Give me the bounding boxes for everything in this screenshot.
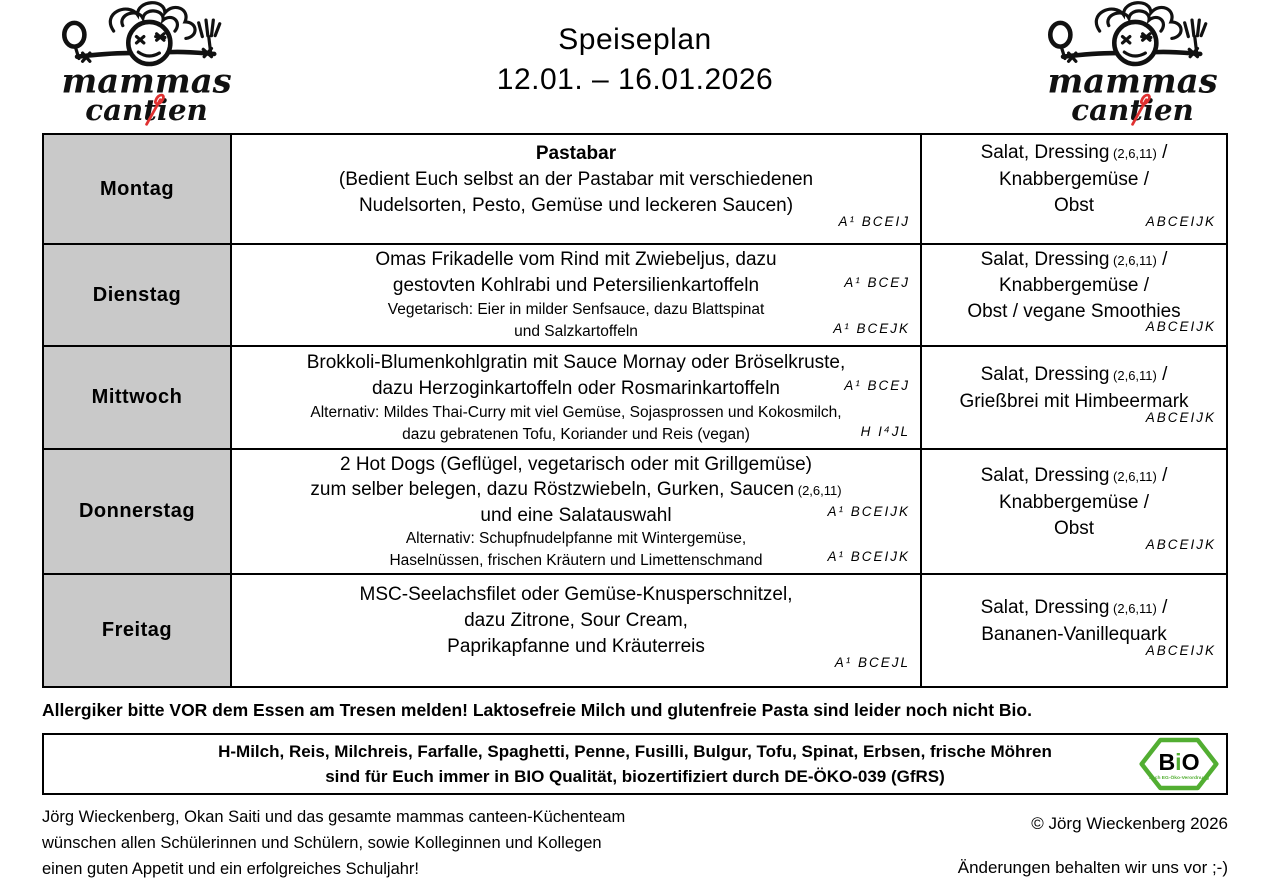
menu-line-text: Vegetarisch: Eier in milder Senfsauce, dazu Blattspinat <box>387 301 765 318</box>
additives-note: (2,6,11) <box>1109 146 1157 161</box>
menu-line-text: Obst <box>1053 195 1095 216</box>
allergen-codes: A¹ BCEIJK <box>827 549 910 564</box>
logo-right <box>1028 0 1228 130</box>
changes-disclaimer: Änderungen behalten wir uns vor ;-) <box>957 858 1228 877</box>
menu-line <box>232 167 920 193</box>
main-dish-cell-montag <box>232 135 922 243</box>
menu-line-text: Knabbergemüse / <box>999 491 1149 513</box>
footer-greeting-line: wünschen allen Schülerinnen und Schülern, sowie Kolleginnen und Kollegen <box>42 834 602 852</box>
logo-face <box>1114 22 1156 64</box>
menu-line-text: Alternativ: Mildes Thai-Curry mit viel Gemüse, Sojasprossen und Kokosmilch, <box>310 403 842 421</box>
menu-line <box>232 376 920 402</box>
allergen-codes: A¹ BCEJL <box>834 655 910 670</box>
logo-smile <box>1124 52 1145 56</box>
menu-line <box>232 141 920 167</box>
menu-row-montag <box>44 135 1226 245</box>
menu-line-text: Omas Frikadelle vom Rind mit Zwiebeljus, dazu <box>375 249 777 270</box>
menu-line <box>922 140 1226 167</box>
menu-line <box>232 655 920 679</box>
footer <box>42 804 1228 880</box>
additives-note: (2,6,11) <box>1109 253 1157 268</box>
menu-line <box>922 167 1226 193</box>
additives-note: (2,6,11) <box>1109 367 1157 383</box>
additives-note: (2,6,11) <box>1109 600 1157 616</box>
menu-line-text: Paprikapfanne und Kräuterreis <box>447 636 705 657</box>
allergen-codes: ABCEIJK <box>1145 214 1216 229</box>
menu-line <box>232 582 920 608</box>
spoon-icon <box>64 23 84 47</box>
menu-line-text: Knabbergemüse / <box>999 169 1149 190</box>
menu-line-text: (Bedient Euch selbst an der Pastabar mit verschiedenen <box>338 168 814 190</box>
menu-line-text: und Salzkartoffeln <box>514 323 638 340</box>
menu-line-text: dazu gebratenen Tofu, Koriander und Reis (vegan) <box>402 425 750 443</box>
additives-note: (2,6,11) <box>1109 468 1157 484</box>
logo-smile <box>138 52 159 56</box>
menu-line <box>232 477 920 503</box>
main-dish-cell-donnerstag <box>232 450 922 573</box>
allergen-codes: A¹ BCEJ <box>844 377 910 393</box>
side-dish-cell-dienstag <box>922 245 1226 345</box>
menu-line <box>232 247 920 273</box>
menu-line <box>232 299 920 321</box>
day-cell-freitag: Freitag <box>44 575 232 686</box>
logo-word-1: mammas <box>61 60 232 101</box>
menu-line-text: Knabbergemüse / <box>999 275 1149 297</box>
menu-line <box>922 319 1226 343</box>
day-cell-mittwoch: Mittwoch <box>44 347 232 448</box>
logo-eye-right <box>1142 34 1151 40</box>
logo-word-2: cantien <box>1071 92 1194 127</box>
logo-left <box>42 0 242 130</box>
bio-line-2: sind für Euch immer in BIO Qualität, biozertifiziert durch DE-ÖKO-039 (GfRS) <box>325 767 945 786</box>
header <box>42 0 1228 133</box>
day-cell-montag: Montag <box>44 135 232 243</box>
menu-line <box>232 193 920 219</box>
menu-line <box>232 452 920 477</box>
menu-line-text: Haselnüssen, frischen Kräutern und Limettenschmand <box>389 551 763 569</box>
menu-line <box>232 424 920 446</box>
additives-note: (2,6,11) <box>794 483 842 499</box>
menu-line-text: Obst <box>1053 517 1095 539</box>
allergy-note: Allergiker bitte VOR dem Essen am Tresen melden! Laktosefreie Milch und glutenfreie Pasta sind leider noch nicht Bio. <box>42 700 1032 720</box>
menu-line <box>232 550 920 571</box>
menu-line <box>922 595 1226 622</box>
menu-line-text: Salat, Dressing (2,6,11) / <box>980 464 1168 486</box>
bio-seal-i: i <box>1175 749 1182 776</box>
menu-line-text: Salat, Dressing (2,6,11) / <box>980 596 1168 618</box>
title-block <box>242 0 1028 100</box>
menu-line-text: Salat, Dressing (2,6,11) / <box>980 363 1168 385</box>
day-cell-dienstag: Dienstag <box>44 245 232 345</box>
logo-eye-right <box>156 34 165 40</box>
menu-line-text: MSC-Seelachsfilet oder Gemüse-Knusperschnitzel, <box>359 584 793 605</box>
footer-greeting-line: einen guten Appetit und ein erfolgreiches Schuljahr! <box>42 860 420 878</box>
menu-line-text: gestovten Kohlrabi und Petersilienkartoffeln <box>392 275 760 296</box>
footer-greeting <box>42 804 625 880</box>
menu-line-text: Salat, Dressing (2,6,11) / <box>980 142 1168 163</box>
allergen-codes: ABCEIJK <box>1145 536 1216 552</box>
side-dish-cell-donnerstag <box>922 450 1226 573</box>
day-cell-donnerstag: Donnerstag <box>44 450 232 573</box>
footer-greeting-line: Jörg Wieckenberg, Okan Saiti und das gesamte mammas canteen-Küchenteam <box>42 808 626 826</box>
menu-table <box>42 133 1228 688</box>
footer-meta <box>958 804 1228 880</box>
menu-line <box>232 634 920 660</box>
menu-line <box>922 362 1226 389</box>
main-dish-cell-mittwoch <box>232 347 922 448</box>
main-dish-cell-dienstag <box>232 245 922 345</box>
bio-line-1: H-Milch, Reis, Milchreis, Farfalle, Spaghetti, Penne, Fusilli, Bulgur, Tofu, Spinat, Erbsen, frische Möhren <box>218 742 1052 761</box>
menu-row-dienstag <box>44 245 1226 347</box>
spoon-handle <box>75 47 90 62</box>
menu-line-text: Grießbrei mit Himbeermark <box>959 390 1189 412</box>
bio-seal-b: B <box>1158 749 1176 776</box>
menu-line-text: Salat, Dressing (2,6,11) / <box>980 249 1168 270</box>
bio-seal-icon <box>1139 736 1219 792</box>
date-range: 12.01. – 16.01.2026 <box>496 63 774 96</box>
menu-line-text: Alternativ: Schupfnudelpfanne mit Wintergemüse, <box>405 530 747 548</box>
mammas-canteen-logo <box>1030 0 1226 128</box>
menu-line <box>232 321 920 343</box>
menu-line <box>232 608 920 634</box>
mammas-canteen-logo <box>44 0 240 128</box>
allergen-codes: A¹ BCEIJK <box>827 504 910 520</box>
menu-line <box>232 503 920 528</box>
menu-line-text: und eine Salatauswahl <box>480 505 672 527</box>
copyright: © Jörg Wieckenberg 2026 <box>1031 814 1228 833</box>
allergen-codes: ABCEIJK <box>1145 319 1216 334</box>
menu-line-text: dazu Zitrone, Sour Cream, <box>464 610 688 631</box>
allergen-codes: ABCEIJK <box>1145 409 1216 425</box>
menu-line-text: 2 Hot Dogs (Geflügel, vegetarisch oder mit Grillgemüse) <box>339 454 813 475</box>
menu-line <box>232 528 920 549</box>
spoon-handle <box>1061 47 1076 62</box>
side-dish-cell-montag <box>922 135 1226 243</box>
menu-line <box>922 247 1226 273</box>
logo-face <box>128 22 170 64</box>
logo-word-1: mammas <box>1047 60 1218 101</box>
side-dish-cell-mittwoch <box>922 347 1226 448</box>
logo-eye-left <box>137 37 144 43</box>
allergen-codes: A¹ BCEIJ <box>838 213 910 229</box>
menu-line-text: zum selber belegen, dazu Röstzwiebeln, Gurken, Saucen (2,6,11) <box>310 479 842 501</box>
allergen-codes: H I⁴JL <box>860 423 910 439</box>
menu-line-text: Obst / vegane Smoothies <box>967 300 1181 322</box>
side-dish-cell-freitag <box>922 575 1226 686</box>
menu-line <box>922 273 1226 298</box>
svg-text:BiO <box>1158 749 1199 775</box>
menu-line <box>232 213 920 238</box>
menu-line-text: Bananen-Vanillequark <box>981 623 1167 645</box>
menu-line <box>922 642 1226 667</box>
menu-line-text: Brokkoli-Blumenkohlgratin mit Sauce Mornay oder Bröselkruste, <box>306 351 846 373</box>
main-dish-cell-freitag <box>232 575 922 686</box>
bio-info-box <box>42 733 1228 795</box>
page-title: Speiseplan <box>558 23 712 56</box>
spoon-icon <box>1050 23 1070 47</box>
menu-row-freitag <box>44 575 1226 686</box>
menu-line <box>922 490 1226 516</box>
allergen-codes: A¹ BCEJK <box>833 321 910 336</box>
menu-line-text: Nudelsorten, Pesto, Gemüse und leckeren Saucen) <box>358 194 794 216</box>
logo-word-2: cantien <box>85 92 208 127</box>
menu-line <box>922 536 1226 561</box>
bio-seal-o: O <box>1181 749 1200 776</box>
menu-line <box>232 350 920 376</box>
menu-row-mittwoch <box>44 347 1226 450</box>
menu-line-text: Pastabar <box>535 142 617 164</box>
allergen-codes: A¹ BCEJ <box>844 275 910 290</box>
menu-line-text: dazu Herzoginkartoffeln oder Rosmarinkartoffeln <box>371 377 781 399</box>
bio-seal-subtext: nach EG-Öko-Verordnung <box>1149 776 1209 782</box>
allergen-codes: ABCEIJK <box>1145 642 1216 658</box>
menu-line <box>922 463 1226 490</box>
menu-line <box>232 273 920 299</box>
menu-row-donnerstag <box>44 450 1226 575</box>
menu-line <box>922 214 1226 238</box>
menu-line <box>232 402 920 424</box>
logo-eye-left <box>1123 37 1130 43</box>
menu-line <box>922 409 1226 434</box>
